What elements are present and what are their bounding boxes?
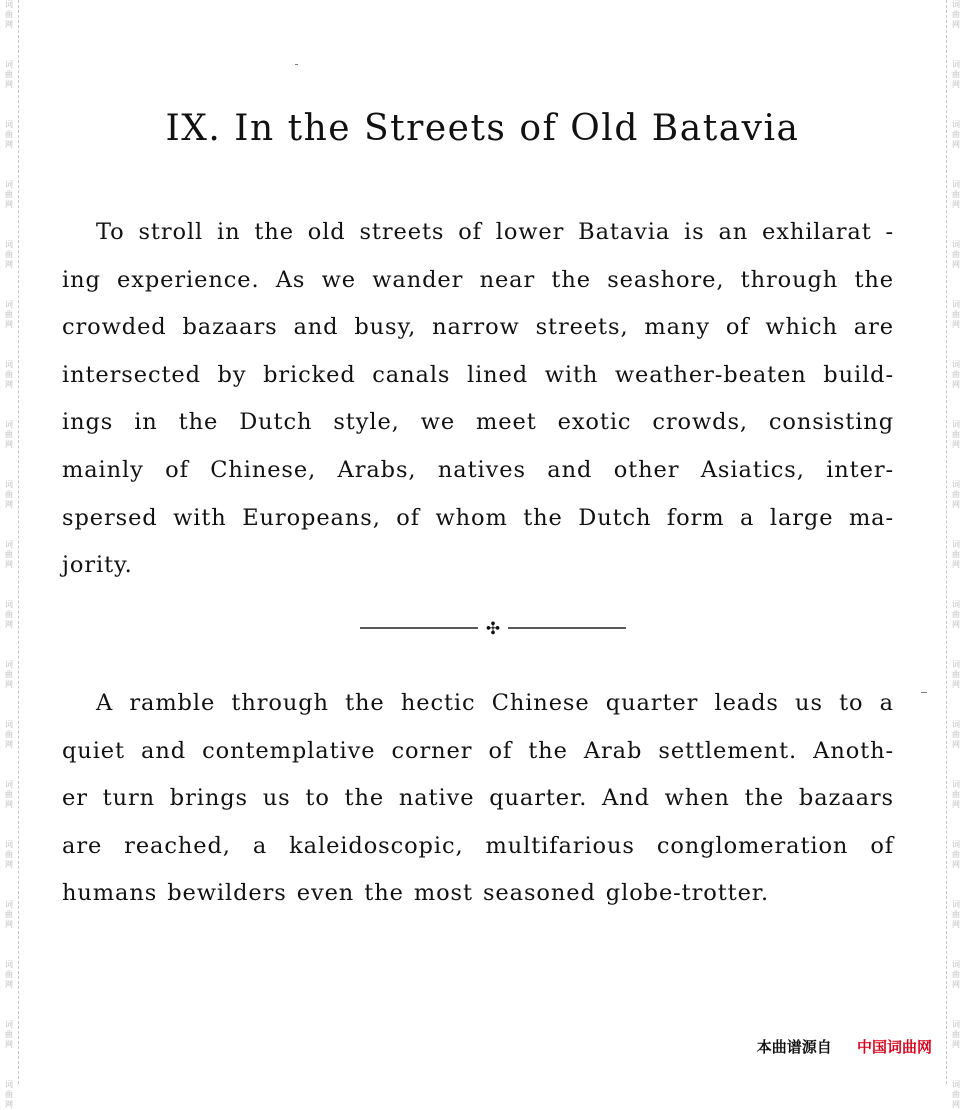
watermark-char: 曲 bbox=[5, 310, 13, 319]
watermark-char: 曲 bbox=[5, 130, 13, 139]
watermark-text bbox=[950, 900, 962, 930]
watermark-char: 网 bbox=[5, 200, 13, 209]
watermark-char: 曲 bbox=[952, 310, 960, 319]
watermark-char: 词 bbox=[952, 0, 960, 9]
watermark-text bbox=[950, 840, 962, 870]
watermark-text bbox=[950, 1080, 962, 1110]
watermark-char: 词 bbox=[952, 900, 960, 909]
watermark-text bbox=[950, 540, 962, 570]
watermark-char: 曲 bbox=[952, 130, 960, 139]
watermark-char: 曲 bbox=[5, 910, 13, 919]
watermark-char: 词 bbox=[952, 540, 960, 549]
text-line: To stroll in the old streets of lower Batavia is an exhilarat - bbox=[96, 219, 894, 245]
watermark-char: 词 bbox=[952, 360, 960, 369]
watermark-char: 曲 bbox=[5, 610, 13, 619]
watermark-char: 曲 bbox=[5, 490, 13, 499]
watermark-char: 曲 bbox=[952, 10, 960, 19]
watermark-char: 曲 bbox=[952, 1030, 960, 1039]
watermark-char: 网 bbox=[5, 740, 13, 749]
watermark-text bbox=[3, 1080, 15, 1110]
watermark-char: 词 bbox=[952, 240, 960, 249]
watermark-char: 网 bbox=[952, 20, 960, 29]
watermark-char: 词 bbox=[952, 120, 960, 129]
footer-credit bbox=[757, 1036, 932, 1057]
watermark-char: 网 bbox=[952, 680, 960, 689]
source-label: 本曲谱源自 bbox=[756, 1038, 832, 1056]
watermark-char: 曲 bbox=[5, 730, 13, 739]
watermark-char: 曲 bbox=[952, 370, 960, 379]
watermark-text bbox=[3, 960, 15, 990]
watermark-char: 曲 bbox=[5, 970, 13, 979]
watermark-text bbox=[950, 960, 962, 990]
watermark-char: 网 bbox=[952, 140, 960, 149]
watermark-text bbox=[3, 300, 15, 330]
text-line: ings in the Dutch style, we meet exotic crowds, consisting bbox=[62, 409, 894, 436]
watermark-text bbox=[3, 720, 15, 750]
watermark-char: 词 bbox=[952, 60, 960, 69]
watermark-text bbox=[3, 480, 15, 510]
watermark-text bbox=[950, 0, 962, 30]
watermark-text bbox=[950, 240, 962, 270]
watermark-char: 词 bbox=[5, 300, 13, 309]
watermark-char: 词 bbox=[5, 1020, 13, 1029]
watermark-char: 词 bbox=[5, 840, 13, 849]
watermark-char: 曲 bbox=[5, 190, 13, 199]
watermark-char: 曲 bbox=[5, 430, 13, 439]
watermark-char: 词 bbox=[5, 60, 13, 69]
watermark-char: 网 bbox=[952, 1100, 960, 1109]
watermark-char: 词 bbox=[5, 1080, 13, 1089]
watermark-char: 网 bbox=[952, 860, 960, 869]
watermark-char: 网 bbox=[5, 320, 13, 329]
watermark-char: 网 bbox=[5, 20, 13, 29]
watermark-char: 网 bbox=[952, 920, 960, 929]
paragraph-2 bbox=[62, 680, 894, 918]
watermark-char: 曲 bbox=[5, 1030, 13, 1039]
watermark-text bbox=[3, 60, 15, 90]
watermark-char: 网 bbox=[5, 1040, 13, 1049]
watermark-char: 网 bbox=[952, 260, 960, 269]
watermark-char: 词 bbox=[5, 240, 13, 249]
watermark-char: 词 bbox=[5, 480, 13, 489]
text-line: spersed with Europeans, of whom the Dutch form a large ma- bbox=[62, 504, 894, 531]
text-line: quiet and contemplative corner of the Arab settlement. Anoth- bbox=[62, 737, 894, 764]
watermark-char: 词 bbox=[5, 180, 13, 189]
watermark-text bbox=[3, 840, 15, 870]
watermark-text bbox=[3, 900, 15, 930]
watermark-char: 词 bbox=[5, 360, 13, 369]
watermark-char: 网 bbox=[952, 380, 960, 389]
watermark-char: 网 bbox=[952, 80, 960, 89]
watermark-char: 词 bbox=[5, 0, 13, 9]
watermark-char: 网 bbox=[5, 140, 13, 149]
text-line: humans bewilders even the most seasoned globe-trotter. bbox=[62, 880, 770, 907]
watermark-text bbox=[3, 180, 15, 210]
watermark-text bbox=[3, 1020, 15, 1050]
watermark-text bbox=[950, 1020, 962, 1050]
text-line: crowded bazaars and busy, narrow streets, many of which are bbox=[62, 314, 894, 341]
watermark-char: 曲 bbox=[5, 250, 13, 259]
print-speck bbox=[921, 692, 927, 693]
text-line: er turn brings us to the native quarter. And when the bazaars bbox=[62, 785, 894, 812]
watermark-char: 网 bbox=[5, 560, 13, 569]
watermark-char: 网 bbox=[952, 500, 960, 509]
watermark-char: 曲 bbox=[952, 550, 960, 559]
text-line: are reached, a kaleidoscopic, multifarious conglomeration of bbox=[62, 832, 894, 859]
text-line: intersected by bricked canals lined with weather-beaten build- bbox=[62, 361, 894, 388]
watermark-char: 网 bbox=[952, 740, 960, 749]
text-line: mainly of Chinese, Arabs, natives and other Asiatics, inter- bbox=[62, 456, 894, 483]
watermark-char: 网 bbox=[952, 620, 960, 629]
watermark-char: 网 bbox=[952, 980, 960, 989]
watermark-char: 曲 bbox=[5, 70, 13, 79]
watermark-char: 词 bbox=[5, 780, 13, 789]
watermark-char: 网 bbox=[5, 980, 13, 989]
watermark-char: 网 bbox=[952, 320, 960, 329]
watermark-char: 网 bbox=[5, 620, 13, 629]
text-line: ing experience. As we wander near the seashore, through the bbox=[62, 266, 894, 293]
watermark-char: 曲 bbox=[5, 850, 13, 859]
watermark-char: 曲 bbox=[5, 550, 13, 559]
watermark-char: 词 bbox=[952, 840, 960, 849]
watermark-text bbox=[950, 420, 962, 450]
watermark-char: 词 bbox=[952, 1080, 960, 1089]
watermark-text bbox=[950, 780, 962, 810]
page-title: IX. In the Streets of Old Batavia bbox=[165, 108, 800, 149]
watermark-char: 曲 bbox=[952, 490, 960, 499]
fleuron-glyph: ✣ bbox=[485, 619, 501, 639]
watermark-char: 网 bbox=[5, 500, 13, 509]
watermark-char: 网 bbox=[952, 440, 960, 449]
watermark-char: 词 bbox=[5, 120, 13, 129]
watermark-char: 网 bbox=[952, 800, 960, 809]
watermark-char: 曲 bbox=[952, 850, 960, 859]
watermark-char: 网 bbox=[952, 560, 960, 569]
watermark-text bbox=[3, 420, 15, 450]
watermark-char: 网 bbox=[5, 440, 13, 449]
site-link[interactable]: 中国词曲网 bbox=[856, 1038, 932, 1056]
watermark-char: 词 bbox=[952, 660, 960, 669]
paragraph-1 bbox=[62, 209, 894, 590]
watermark-char: 曲 bbox=[952, 790, 960, 799]
watermark-text bbox=[950, 480, 962, 510]
watermark-char: 词 bbox=[952, 180, 960, 189]
watermark-char: 词 bbox=[952, 300, 960, 309]
watermark-char: 网 bbox=[5, 680, 13, 689]
watermark-text bbox=[3, 540, 15, 570]
watermark-char: 词 bbox=[952, 780, 960, 789]
watermark-char: 曲 bbox=[5, 670, 13, 679]
print-speck bbox=[295, 64, 298, 65]
watermark-text bbox=[3, 240, 15, 270]
watermark-char: 网 bbox=[5, 800, 13, 809]
watermark-char: 曲 bbox=[952, 730, 960, 739]
watermark-char: 词 bbox=[5, 540, 13, 549]
right-watermark-strip bbox=[946, 0, 965, 1109]
text-line: A ramble through the hectic Chinese quarter leads us to a bbox=[96, 690, 894, 716]
watermark-char: 曲 bbox=[952, 70, 960, 79]
watermark-char: 词 bbox=[5, 600, 13, 609]
watermark-char: 曲 bbox=[5, 790, 13, 799]
watermark-text bbox=[3, 780, 15, 810]
watermark-text bbox=[950, 180, 962, 210]
watermark-char: 曲 bbox=[5, 370, 13, 379]
watermark-char: 网 bbox=[952, 200, 960, 209]
watermark-char: 词 bbox=[5, 420, 13, 429]
watermark-char: 曲 bbox=[952, 670, 960, 679]
watermark-char: 曲 bbox=[952, 970, 960, 979]
watermark-char: 词 bbox=[5, 900, 13, 909]
watermark-text bbox=[950, 600, 962, 630]
watermark-char: 网 bbox=[5, 260, 13, 269]
watermark-char: 网 bbox=[5, 380, 13, 389]
watermark-char: 曲 bbox=[952, 250, 960, 259]
watermark-char: 网 bbox=[5, 920, 13, 929]
text-line: jority. bbox=[62, 552, 133, 579]
watermark-char: 词 bbox=[5, 720, 13, 729]
watermark-char: 曲 bbox=[952, 190, 960, 199]
watermark-char: 曲 bbox=[5, 10, 13, 19]
watermark-char: 曲 bbox=[952, 430, 960, 439]
watermark-char: 词 bbox=[952, 1020, 960, 1029]
watermark-char: 词 bbox=[952, 960, 960, 969]
watermark-char: 网 bbox=[5, 1100, 13, 1109]
watermark-char: 网 bbox=[952, 1040, 960, 1049]
watermark-text bbox=[950, 300, 962, 330]
watermark-char: 曲 bbox=[952, 1090, 960, 1099]
watermark-text bbox=[950, 660, 962, 690]
watermark-char: 网 bbox=[5, 80, 13, 89]
watermark-text bbox=[3, 600, 15, 630]
watermark-text bbox=[950, 360, 962, 390]
watermark-char: 词 bbox=[952, 420, 960, 429]
watermark-char: 曲 bbox=[952, 910, 960, 919]
watermark-text bbox=[3, 660, 15, 690]
watermark-char: 词 bbox=[952, 600, 960, 609]
watermark-char: 词 bbox=[5, 660, 13, 669]
watermark-char: 曲 bbox=[5, 1090, 13, 1099]
watermark-text bbox=[950, 720, 962, 750]
watermark-char: 词 bbox=[5, 960, 13, 969]
watermark-text bbox=[3, 360, 15, 390]
fleuron-divider-icon bbox=[360, 618, 626, 638]
watermark-text bbox=[950, 60, 962, 90]
left-watermark-strip bbox=[0, 0, 19, 1109]
watermark-char: 曲 bbox=[952, 610, 960, 619]
watermark-text bbox=[3, 0, 15, 30]
watermark-char: 词 bbox=[952, 480, 960, 489]
watermark-char: 词 bbox=[952, 720, 960, 729]
watermark-char: 网 bbox=[5, 860, 13, 869]
